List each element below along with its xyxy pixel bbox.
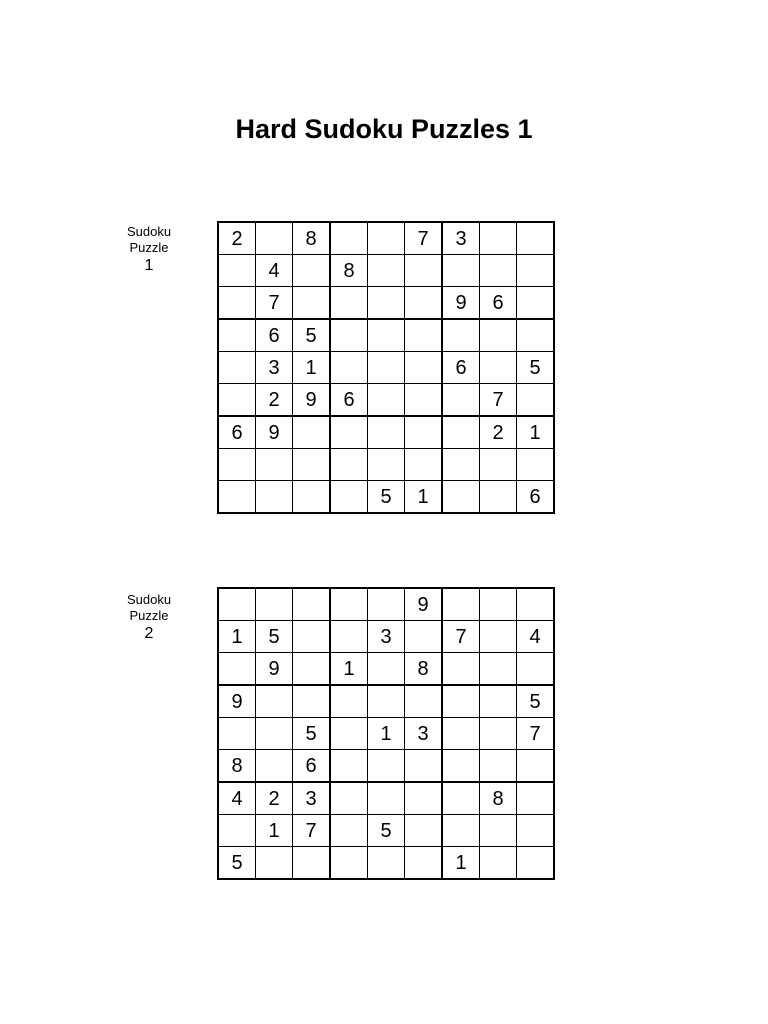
grid-cell: 2 [256,384,293,417]
grid-cell [517,255,555,287]
grid-row [218,481,554,514]
grid-cell: 2 [256,782,293,815]
grid-cell: 8 [218,750,256,783]
grid-cell [517,653,555,686]
grid-cell: 4 [256,255,293,287]
grid-cell: 3 [256,352,293,384]
grid-cell: 3 [442,222,480,255]
grid-cell [442,588,480,621]
grid-cell [442,782,480,815]
grid-cell [405,750,443,783]
grid-cell [480,750,517,783]
grid-cell: 6 [330,384,368,417]
grid-cell [218,384,256,417]
grid-row [218,847,554,880]
grid-cell [218,588,256,621]
grid-cell [405,782,443,815]
grid-cell [405,287,443,320]
grid-cell: 3 [293,782,331,815]
grid-cell: 6 [293,750,331,783]
grid-cell: 2 [218,222,256,255]
grid-cell [218,449,256,481]
grid-cell [330,449,368,481]
grid-cell [368,255,405,287]
grid-cell [517,782,555,815]
grid-row [218,588,554,621]
grid-cell [405,319,443,352]
grid-cell [330,319,368,352]
grid-cell: 7 [480,384,517,417]
grid-cell [256,449,293,481]
grid-cell [330,685,368,718]
grid-cell [368,847,405,880]
grid-row [218,653,554,686]
grid-cell [480,718,517,750]
sudoku-grid-2 [217,587,555,880]
grid-cell [517,384,555,417]
puzzle-number: 1 [144,257,154,274]
grid-row [218,287,554,320]
grid-cell [480,481,517,514]
grid-cell [442,449,480,481]
grid-cell [442,481,480,514]
grid-cell [256,718,293,750]
sudoku-grid-1 [217,221,555,514]
grid-cell [256,685,293,718]
grid-cell: 1 [256,815,293,847]
grid-cell [368,352,405,384]
grid-cell [405,449,443,481]
grid-cell: 5 [256,621,293,653]
grid-cell [368,685,405,718]
grid-cell [480,847,517,880]
grid-row [218,222,554,255]
grid-cell: 9 [256,653,293,686]
grid-cell [293,287,331,320]
grid-cell [480,685,517,718]
grid-cell [293,449,331,481]
grid-cell [517,815,555,847]
grid-cell [368,319,405,352]
grid-cell [442,815,480,847]
grid-row [218,449,554,481]
grid-row [218,718,554,750]
grid-cell: 2 [480,416,517,449]
puzzle-label-line1: Sudoku [126,224,172,239]
grid-cell [330,588,368,621]
grid-cell: 1 [442,847,480,880]
grid-cell: 8 [405,653,443,686]
grid-cell: 9 [405,588,443,621]
puzzle-label-1 [110,224,188,276]
puzzle-label-2 [110,592,188,644]
grid-cell [218,815,256,847]
grid-cell: 7 [517,718,555,750]
puzzle-label-line2: Puzzle [129,240,169,255]
grid-cell [480,352,517,384]
grid-cell [517,319,555,352]
grid-cell: 8 [330,255,368,287]
grid-cell: 5 [218,847,256,880]
grid-cell [330,718,368,750]
grid-cell: 7 [293,815,331,847]
grid-cell: 6 [256,319,293,352]
grid-cell [330,621,368,653]
grid-cell [442,685,480,718]
grid-cell [368,750,405,783]
grid-cell [218,287,256,320]
grid-cell: 3 [368,621,405,653]
grid-cell [517,588,555,621]
grid-row [218,384,554,417]
grid-cell [405,685,443,718]
grid-cell [218,481,256,514]
grid-cell [480,621,517,653]
grid-cell: 5 [517,685,555,718]
grid-cell: 5 [293,718,331,750]
grid-cell: 9 [293,384,331,417]
grid-cell [480,653,517,686]
grid-cell [442,416,480,449]
grid-cell [517,847,555,880]
grid-cell: 1 [218,621,256,653]
grid-cell [330,782,368,815]
grid-cell: 1 [405,481,443,514]
grid-cell [442,750,480,783]
grid-cell [405,352,443,384]
grid-cell: 9 [442,287,480,320]
grid-cell: 1 [330,653,368,686]
grid-cell: 6 [218,416,256,449]
grid-cell [442,255,480,287]
grid-cell [293,847,331,880]
grid-cell [442,319,480,352]
grid-row [218,621,554,653]
grid-cell [256,222,293,255]
grid-cell [218,319,256,352]
grid-cell [330,222,368,255]
grid-cell: 5 [368,481,405,514]
grid-cell: 1 [517,416,555,449]
grid-cell [218,255,256,287]
grid-row [218,352,554,384]
grid-cell: 4 [517,621,555,653]
grid-cell [293,255,331,287]
grid-cell: 6 [442,352,480,384]
grid-cell: 5 [368,815,405,847]
grid-cell [517,222,555,255]
grid-cell [368,416,405,449]
grid-cell: 4 [218,782,256,815]
grid-cell [368,782,405,815]
grid-cell [368,449,405,481]
grid-cell [442,653,480,686]
grid-cell [368,287,405,320]
grid-cell [368,222,405,255]
grid-cell [480,319,517,352]
grid-cell [293,653,331,686]
grid-cell [218,653,256,686]
grid-cell [517,287,555,320]
grid-cell [405,847,443,880]
grid-cell [405,815,443,847]
grid-cell [405,384,443,417]
puzzle-number: 2 [144,625,154,642]
grid-cell [256,750,293,783]
grid-row [218,685,554,718]
grid-cell: 6 [480,287,517,320]
grid-cell: 8 [293,222,331,255]
grid-cell: 1 [293,352,331,384]
grid-cell: 7 [256,287,293,320]
grid-cell [330,815,368,847]
grid-row [218,815,554,847]
grid-cell [368,653,405,686]
grid-row [218,319,554,352]
grid-cell [330,287,368,320]
grid-row [218,750,554,783]
grid-cell: 5 [517,352,555,384]
grid-cell [442,384,480,417]
puzzle-label-line2: Puzzle [129,608,169,623]
grid-cell [256,481,293,514]
grid-cell [405,416,443,449]
grid-cell [330,481,368,514]
grid-cell [517,750,555,783]
grid-row [218,416,554,449]
grid-cell [480,449,517,481]
grid-row [218,255,554,287]
grid-cell [293,621,331,653]
page-title: Hard Sudoku Puzzles 1 [235,114,533,144]
grid-cell: 3 [405,718,443,750]
grid-cell [405,621,443,653]
grid-cell [480,588,517,621]
grid-row [218,782,554,815]
grid-cell: 9 [256,416,293,449]
grid-cell [368,588,405,621]
grid-cell [256,588,293,621]
grid-cell: 8 [480,782,517,815]
grid-cell [293,481,331,514]
grid-cell [330,416,368,449]
grid-cell [480,222,517,255]
grid-cell: 6 [517,481,555,514]
grid-cell [330,750,368,783]
grid-cell [256,847,293,880]
grid-cell [330,352,368,384]
grid-cell [480,815,517,847]
puzzle-label-line1: Sudoku [126,592,172,607]
grid-cell: 7 [442,621,480,653]
grid-cell [293,588,331,621]
grid-cell [442,718,480,750]
grid-cell: 5 [293,319,331,352]
grid-cell: 9 [218,685,256,718]
grid-cell [218,352,256,384]
grid-cell [218,718,256,750]
grid-cell [517,449,555,481]
grid-cell: 7 [405,222,443,255]
grid-cell [293,685,331,718]
grid-cell [368,384,405,417]
grid-cell [330,847,368,880]
grid-cell [293,416,331,449]
grid-cell [405,255,443,287]
grid-cell [480,255,517,287]
grid-cell: 1 [368,718,405,750]
